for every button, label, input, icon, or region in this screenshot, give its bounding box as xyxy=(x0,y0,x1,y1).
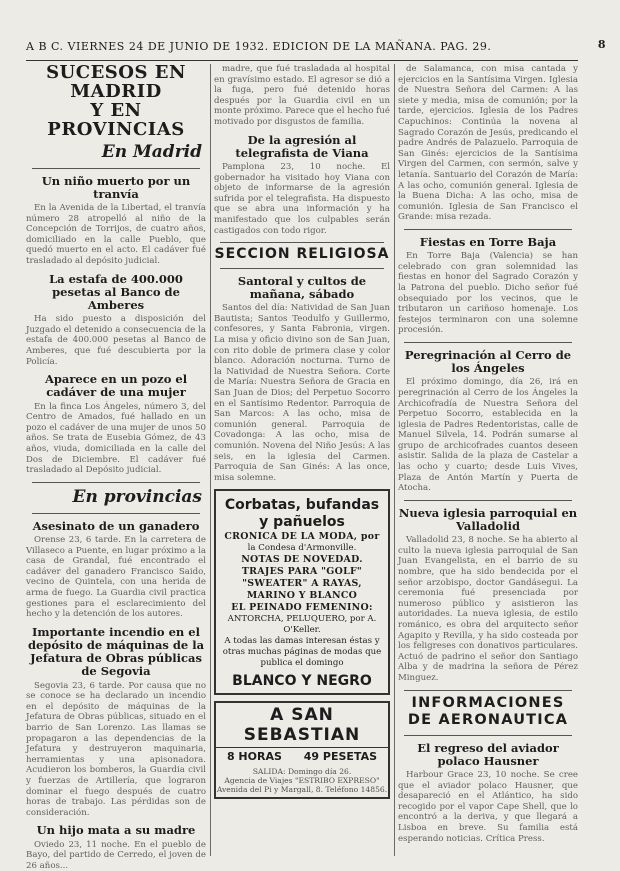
article-body: Ha sido puesto a disposición del Juzgado el detenido a consecuencia de la estafa de 400.000 pesetas al Banco de Amberes, que fué descubierta por la Policía. xyxy=(26,314,206,367)
article-body: Santos del día: Natividad de San Juan Bautista; Santos Teodulfo y Guillermo, confesores, y Santa Fabronia, virgen. La misa y oficio divino son de San Juan, con rito doble de primera clase y color blanco. Adoración nocturna. Turno de la Natividad de Nuestra Señora. Corte de María: Nuestra Señora de Gracia en San Juan de Dios; del Perpetuo Socorro en el Santísimo Redentor. Parroquia de San Marcos: A las ocho, misa de comunión general. Parroquia de Covadonga: A las ocho, misa de comunión. Novena del Niño Jesús: A las seis, en la iglesia del Carmen. Parroquia de San Ginés: A las once, misa solemne. xyxy=(214,303,390,483)
ad-line: la Condesa d'Armonville. xyxy=(247,543,357,554)
article-body: madre, que fué trasladada al hospital en gravísimo estado. El agresor se dió a la fuga, pero fué detenido horas después por la Guardia civil en un monte próximo. Parece que el hecho fué motivado por disgustos de familia. xyxy=(214,64,390,127)
ad-line: "SWEATER" A RAYAS, MARINO Y BLANCO xyxy=(242,578,362,602)
subsection-en-provincias: En provincias xyxy=(72,486,202,507)
headline-pozo: Aparece en un pozo el cadáver de una mujer xyxy=(44,372,188,400)
column-1 xyxy=(26,62,206,871)
headline-aviador: El regreso del aviador polaco Hausner xyxy=(417,740,559,768)
headline-hijo: Un hijo mata a su madre xyxy=(36,823,196,838)
divider xyxy=(404,500,572,501)
headline-incendio: Importante incendio en el depósito de máquinas de la Jefatura de Obras públicas de Segovia xyxy=(27,624,205,679)
section-title-aeronautica: INFORMACIONES DE AERONAUTICA xyxy=(407,694,569,728)
article-body: Valladolid 23, 8 noche. Se ha abierto al culto la nueva iglesia parroquial de San Juan Evangelista, en el barrio de su nombre, que ha sido bendecida por el señor arzobispo, doctor Gandásegui. La ceremonia fué presenciada por numeroso público y asistieron las autoridades. La nueva iglesia, de estilo románico, es obra del arquitecto señor Agapito y Revilla, y ha sido costeada por los feligreses con donativos particulares. Actuó de padrino el señor don Santiago Alba y de madrina la señora de Pérez Minguez. xyxy=(398,535,578,683)
headline-santoral: Santoral y cultos de mañana, sábado xyxy=(237,273,367,302)
divider xyxy=(220,268,384,269)
column-divider xyxy=(394,64,395,856)
ad-line: TRAJES PARA "GOLF" xyxy=(241,566,363,578)
article-body: En Torre Baja (Valencia) se han celebrado con gran solemnidad las fiestas en honor del Sagrado Corazón y la Patrona del pueblo. Dicho señor fué obsequiado por los vecinos, que le tributaron un cariñoso homenaje. Los festejos terminaron con una solemne procesión. xyxy=(398,251,578,336)
header-line: A B C. VIERNES 24 DE JUNIO DE 1932. EDICION DE LA MAÑANA. PAG. 29. xyxy=(26,40,492,53)
ad-line: ANTORCHA, PELUQUERO, por A. O'Keller. xyxy=(227,614,377,636)
divider xyxy=(32,513,200,514)
ad-line: CRONICA DE LA MODA, por xyxy=(224,531,380,543)
ad-headline: y pañuelos xyxy=(259,514,345,531)
header-rule xyxy=(26,60,578,61)
page-header xyxy=(26,38,606,53)
column-2 xyxy=(214,64,390,858)
ad-hours: 8 HORAS xyxy=(226,750,282,764)
headline-fiestas: Fiestas en Torre Baja xyxy=(419,234,557,249)
subsection-en-madrid: En Madrid xyxy=(101,141,202,162)
article-body: Harbour Grace 23, 10 noche. Se cree que el aviador polaco Hausner, que desapareció en el Atlántico, ha sido recogido por el vapor Cape Shell, que lo encontró a la deriva, y que llegará a Lisboa en breve. Su familia está esperando noticias. Crítica Press. xyxy=(398,770,578,844)
divider xyxy=(220,242,384,243)
divider xyxy=(404,735,572,736)
ad-headline: Corbatas, bufandas xyxy=(224,497,380,514)
ad-line: NOTAS DE NOVEDAD. xyxy=(241,554,363,566)
headline-viana: De la agresión al telegrafista de Viana xyxy=(235,132,369,160)
divider xyxy=(404,690,572,691)
article-body: El próximo domingo, día 26, irá en peregrinación al Cerro de los Ángeles la Archicofradía de Nuestra Señora del Perpetuo Socorro, establecida en la iglesia de Padres Redentoristas, calle de Manuel Silvela, 14. Podrán sumarse al grupo de archicofrades cuantos deseen asistir. Salida de la plaza de Castelar a las ocho y cuarto; desde Luis Vives, Plaza de Antón Martín y Puerta de Atocha. xyxy=(398,377,578,494)
ad-price: 49 PESETAS xyxy=(303,750,378,764)
article-body: En la finca Los Ángeles, número 3, del Centro de Amados, fué hallado en un pozo el cadáver de una mujer de unos 50 años. Se trata de Eusebia Gómez, de 43 años, viuda, domiciliada en la calle del Dos de Diciembre. El cadáver fué trasladado al Depósito judicial. xyxy=(26,401,206,476)
ad-line: A todas las damas interesan éstas y otras muchas páginas de modas que publica el domingo xyxy=(222,636,382,669)
divider xyxy=(404,342,572,343)
ad-brand: BLANCO Y NEGRO xyxy=(232,673,372,690)
headline-peregrinacion: Peregrinación al Cerro de los Ángeles xyxy=(404,347,572,376)
divider xyxy=(404,229,572,230)
headline-estafa: La estafa de 400.000 pesetas al Banco de Amberes xyxy=(49,271,183,312)
headline-nino-tranvia: Un niño muerto por un tranvía xyxy=(41,173,191,201)
headline-iglesia: Nueva iglesia parroquial en Valladolid xyxy=(398,505,578,534)
advertisement-san-sebastian xyxy=(214,701,390,799)
column-divider xyxy=(210,64,211,856)
column-3 xyxy=(398,64,578,858)
headline-asesinato: Asesinato de un ganadero xyxy=(32,518,200,533)
article-body: Pamplona 23, 10 noche. El gobernador ha visitado hoy Viana con objeto de informarse de la agresión sufrida por el telegrafista. Ha dispuesto que se abra una información y ha manifestado que los culpables serán castigados con todo rigor. xyxy=(214,162,390,236)
ad-footer: SALIDA: Domingo día 26. Agencia de Viajes "ESTRIBO EXPRESO" Avenida del Pi y Margall, 8. Teléfono 14856. xyxy=(216,767,388,795)
divider xyxy=(32,168,200,169)
page-mark: 8 xyxy=(597,38,606,51)
ad-line: EL PEINADO FEMENINO: xyxy=(231,602,373,614)
section-title-religiosa: SECCION RELIGIOSA xyxy=(214,246,390,263)
advertisement-blanco-y-negro xyxy=(214,489,390,695)
section-title-sucesos: SUCESOS EN MADRID Y EN PROVINCIAS xyxy=(46,62,186,140)
ad-details xyxy=(216,748,388,765)
article-body: Oviedo 23, 11 noche. En el pueblo de Bayo, del partido de Cerredo, el joven de 26 años... xyxy=(26,839,206,871)
divider xyxy=(32,482,200,483)
ad-title: A SAN SEBASTIAN xyxy=(216,703,388,748)
article-body: de Salamanca, con misa cantada y ejercicios en la Santísima Virgen. Iglesia de Nuestra Señora del Carmen: A las siete y media, misa de comunión; por la tarde, ejercicios. Iglesia de los Padres Capuchinos: Continúa la novena al Sagrado Corazón de Jesús, predicando el padre Andrés de Palazuelo. Parroquia de San Ginés: ejercicios de la Santísima Virgen del Carmen, con sermón, salve y letanía. Santuario del Corazón de María: A las ocho, comunión general. Iglesia de la Buena Dicha: A las ocho, misa de comunión. Iglesia de San Francisco el Grande: misa rezada. xyxy=(398,64,578,223)
article-body: Segovia 23, 6 tarde. Por causa que no se conoce se ha declarado un incendio en el depósito de máquinas de la Jefatura de Obras públicas, situado en el barrio de San Lorenzo. Las llamas se propagaron a las dependencias de la Jefatura y destruyeron maquinaria, herramientas y una apisonadora. Acudieron los bomberos, la Guardia civil y fuerzas de Artillería, que lograron dominar el fuego después de cuatro horas de trabajo. Las pérdidas son de consideración. xyxy=(26,680,206,818)
article-body: Orense 23, 6 tarde. En la carretera de Villaseco a Puente, en lugar próximo a la casa de Grandal, fué encontrado el cadáver del ganadero Francisco Saido, vecino de Quintela, con una herida de arma de fuego. La Guardia civil practica gestiones para el esclarecimiento del hecho y la detención de los autores. xyxy=(26,535,206,620)
article-body: En la Avenida de la Libertad, el tranvía número 28 atropelló al niño de la Concepción de Torrijos, de cuatro años, domiciliado en la calle Pueblo, que quedó muerto en el acto. El cadáver fué trasladado al depósito judicial. xyxy=(26,203,206,266)
